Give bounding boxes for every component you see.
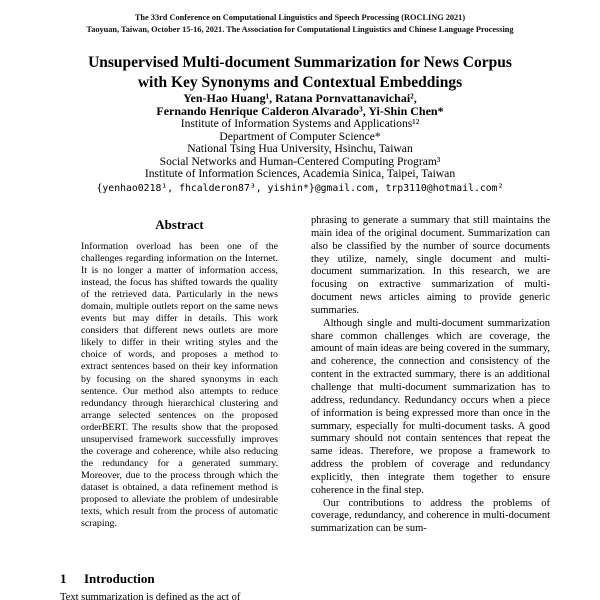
author-list — [0, 92, 600, 118]
left-column — [60, 215, 299, 600]
affiliation-line: Institute of Information Sciences, Academia Sinica, Taipei, Taiwan — [144, 167, 456, 181]
affiliation-list — [0, 118, 600, 181]
section-1-title: Introduction — [84, 571, 155, 586]
affiliation-line: Social Networks and Human-Centered Computing Program³ — [159, 154, 441, 168]
body-paragraph: Although single and multi-document summarization share common challenges which are coverage, the amount of main ideas are being covered in the summary, and coherence, the connection and consistency of the content in the extracted summary, there is an additional challenge that multi-document summarization has to address, redundancy. Redundancy occurs when a piece of information is being expressed more than once in the summary, especially for multi-document tasks. A good summary should not contain sentences that repeat the same ideas. Therefore, we propose a framework to address the problem of coverage and redundancy explicitly, then integrate them together to ensure coherence in the final step. — [311, 317, 550, 496]
two-column-body — [60, 215, 550, 600]
affiliation-line: National Tsing Hua University, Hsinchu, Taiwan — [187, 142, 413, 156]
body-paragraph: phrasing to generate a summary that still maintains the main idea of the original document. Summarization can also be classified by the number of source documents they utilize, namely, single document and multi-document summarization. In this research, we are focusing on extractive summarization of multi-document news articles aiming to provide generic summaries. — [311, 215, 550, 316]
author-line2: Fernando Henrique Calderon Alvarado³, Yi-Shin Chen* — [156, 104, 444, 118]
conference-header — [0, 12, 600, 36]
paper-title-line2: with Key Synonyms and Contextual Embeddings — [137, 74, 463, 91]
paper-title-line1: Unsupervised Multi-document Summarization for News Corpus — [88, 54, 512, 71]
section-1-heading — [60, 571, 299, 586]
section-1-number: 1 — [60, 571, 67, 586]
introduction-first-line: Text summarization is defined as the act of — [60, 592, 241, 600]
conference-header-line1: The 33rd Conference on Computational Linguistics and Speech Processing (ROCLING 2021) — [134, 13, 466, 22]
email-line: {yenhao0218¹, fhcalderon87³, yishin*}@gmail.com, trp3110@hotmail.com² — [96, 183, 504, 194]
abstract-text: Information overload has been one of the challenges regarding information on the Internet. It is no longer a matter of information access, instead, the focus has shifted towards the quality of the retrieved data. Particularly in the news domain, multiple outlets report on the same news events but may differ in details. This work considers that different news outlets are more likely to differ in their writing styles and the choice of words, and proposes a method to extract sentences based on their key information by focusing on the shared synonyms in each sentence. Our method also attempts to reduce redundancy through hierarchical clustering and arrange selected sentences on the proposed orderBERT. The results show that the proposed unsupervised framework successfully improves the coverage and coherence, while also reducing the redundancy for a generated summary. Moreover, due to the process through which the dataset is obtained, a data refinement method is proposed to alleviate the problem of undesirable texts, which result from the process of automatic scraping. — [81, 241, 278, 530]
author-line1: Yen-Hao Huang¹, Ratana Pornvattanavichai², — [183, 91, 417, 105]
paper-title — [0, 53, 600, 93]
right-column — [311, 215, 550, 600]
affiliation-line: Department of Computer Science* — [219, 129, 381, 143]
conference-header-line2: Taoyuan, Taiwan, October 15-16, 2021. The Association for Computational Linguistics and Chinese Language Processing — [86, 25, 514, 34]
body-paragraph: Our contributions to address the problems of coverage, redundancy, and coherence in multi-document summarization can be sum- — [311, 497, 550, 535]
abstract-heading: Abstract — [155, 217, 204, 232]
affiliation-line: Institute of Information Systems and Applications¹² — [180, 117, 420, 130]
